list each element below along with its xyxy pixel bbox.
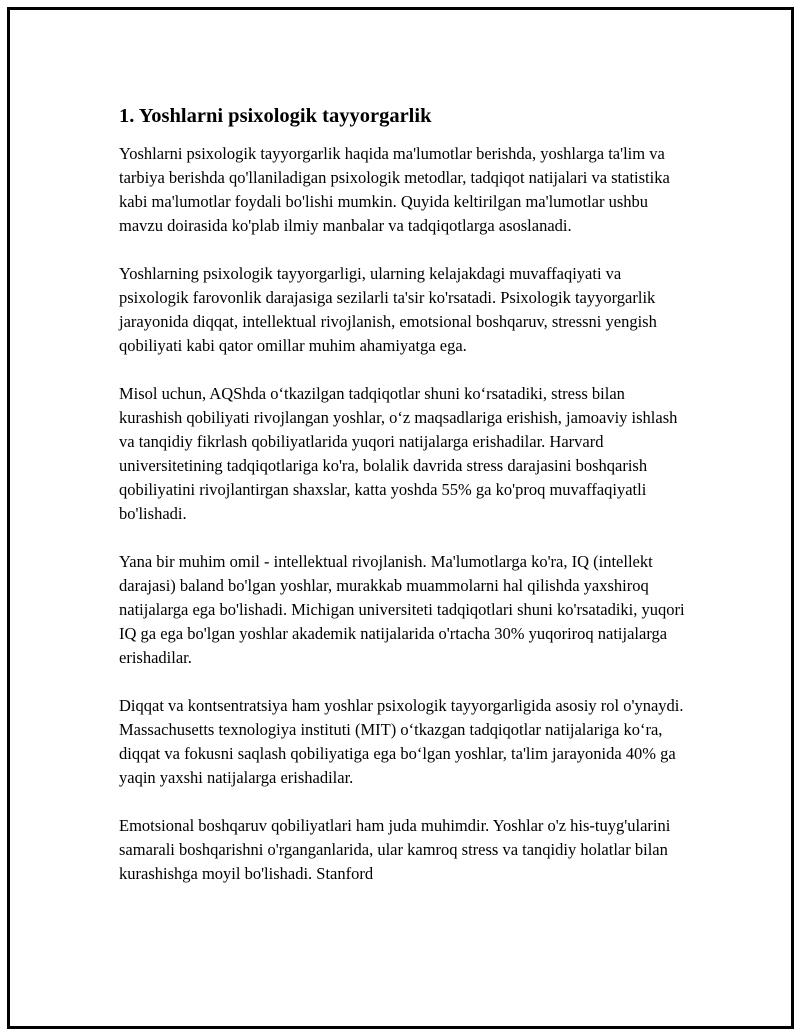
paragraph-stress-research: Misol uchun, AQShda oʻtkazilgan tadqiqotlar shuni koʻrsatadiki, stress bilan kurashish qobiliyati rivojlangan yoshlar, oʻz maqsadlariga erishish, jamoaviy ishlash va tanqidiy fikrlash qobiliyatlarida yuqori natijalarga erishadilar. Harvard universitetining tadqiqotlariga ko'ra, bolalik davrida stress darajasini boshqarish qobiliyatini rivojlantirgan shaxslar, katta yoshda 55% ga ko'proq muvaffaqiyatli bo'lishadi. [119,384,678,523]
paragraph-attention-concentration: Diqqat va kontsentratsiya ham yoshlar psixologik tayyorgarligida asosiy rol o'ynaydi. Massachusetts texnologiya instituti (MIT) oʻtkazgan tadqiqotlar natijalariga koʻra, diqqat va fokusni saqlash qobiliyatiga ega boʻlgan yoshlar, ta'lim jarayonida 40% ga yaqin yaxshi natijalarga erishadilar. [119,696,684,787]
document-page [7,7,794,1029]
document-content [119,102,685,910]
paragraph-emotional-regulation: Emotsional boshqaruv qobiliyatlari ham juda muhimdir. Yoshlar o'z his-tuyg'ularini samarali boshqarishni o'rganganlarida, ular kamroq stress va tanqidiy holatlar bilan kurashishga moyil bo'lishadi. Stanford [119,816,671,883]
paragraph-intellectual-development: Yana bir muhim omil - intellektual rivojlanish. Ma'lumotlarga ko'ra, IQ (intellekt darajasi) baland bo'lgan yoshlar, murakkab muammolarni hal qilishda yaxshiroq natijalarga ega bo'lishadi. Michigan universiteti tadqiqotlari shuni ko'rsatadiki, yuqori IQ ga ega bo'lgan yoshlar akademik natijalarida o'rtacha 30% yuqoriroq natijalarga erishadilar. [119,552,685,667]
section-heading: 1. Yoshlarni psixologik tayyorgarlik [119,105,432,127]
paragraph-factors: Yoshlarning psixologik tayyorgarligi, ularning kelajakdagi muvaffaqiyati va psixologik farovonlik darajasiga sezilarli ta'sir ko'rsatadi. Psixologik tayyorgarlik jarayonida diqqat, intellektual rivojlanish, emotsional boshqaruv, stressni yengish qobiliyati kabi qator omillar muhim ahamiyatga ega. [119,264,657,355]
paragraph-intro: Yoshlarni psixologik tayyorgarlik haqida ma'lumotlar berishda, yoshlarga ta'lim va tarbiya berishda qo'llaniladigan psixologik metodlar, tadqiqot natijalari va statistika kabi ma'lumotlar foydali bo'lishi mumkin. Quyida keltirilgan ma'lumotlar ushbu mavzu doirasida ko'plab ilmiy manbalar va tadqiqotlarga asoslanadi. [119,144,670,235]
